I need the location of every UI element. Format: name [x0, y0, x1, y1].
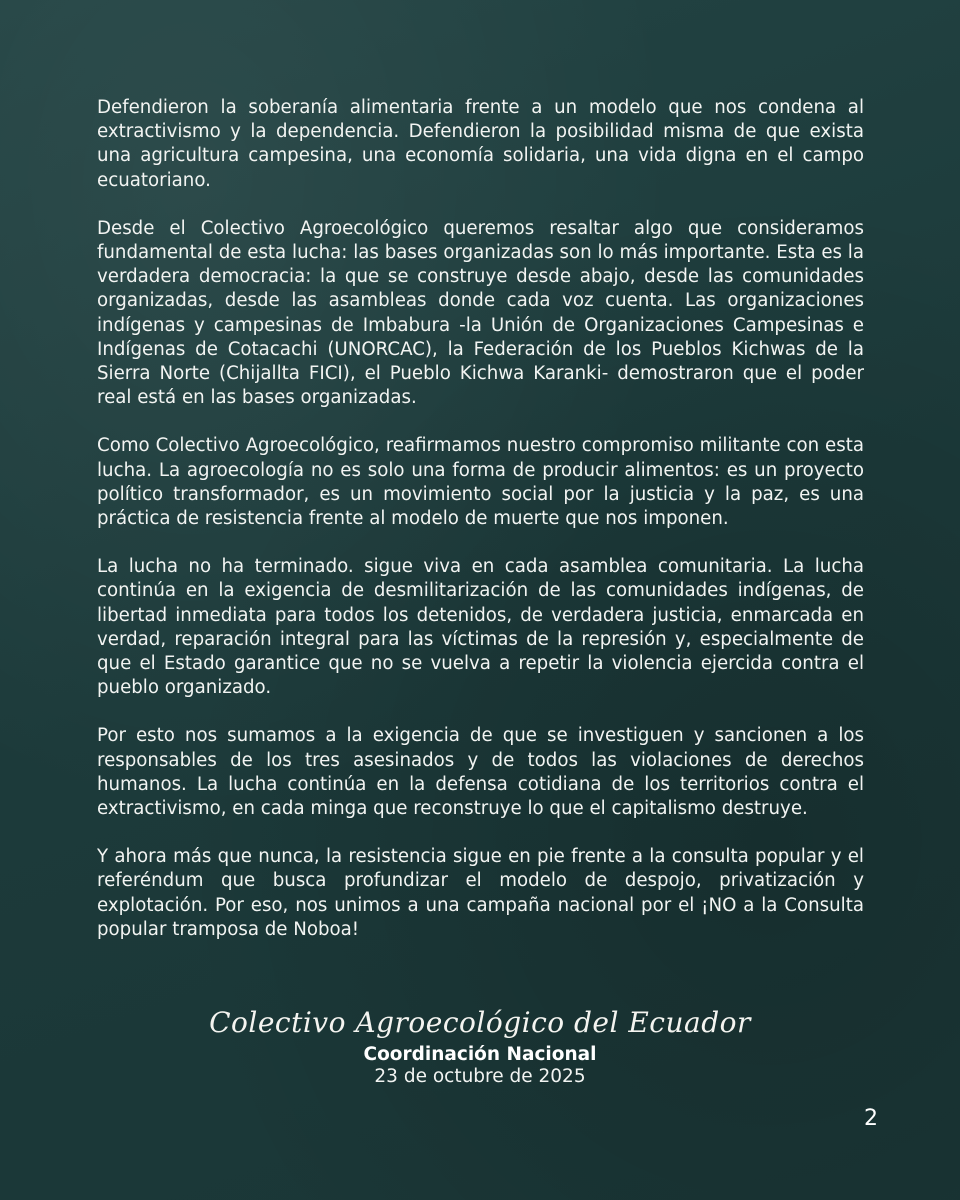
signature-block [0, 1006, 960, 1088]
signature-date: 23 de octubre de 2025 [374, 1066, 586, 1087]
paragraph-bases-organizadas: Desde el Colectivo Agroecológico queremos resaltar algo que consideramos fundamental de esta lucha: las bases organizadas son lo más importante. Esta es la verdadera democracia: la que se construye desde abajo, desde las comunidades organizadas, desde las asambleas donde cada voz cuenta. Las organizaciones indígenas y campesinas de Imbabura -la Unión de Organizaciones Campesinas e Indígenas de Cotacachi (UNORCAC), la Federación de los Pueblos Kichwas de la Sierra Norte (Chijallta FICI), el Pueblo Kichwa Karanki- demostraron que el poder real está en las bases organizadas. [97, 217, 864, 409]
signature-organization: Colectivo Agroecológico del Ecuador [209, 1006, 751, 1039]
paragraph-compromiso: Como Colectivo Agroecológico, reafirmamos nuestro compromiso militante con esta lucha. La agroecología no es solo una forma de producir alimentos: es un proyecto político transformador, es un movimiento social por la justicia y la paz, es una práctica de resistencia frente al modelo de muerte que nos imponen. [97, 435, 864, 530]
signature-role: Coordinación Nacional [363, 1044, 597, 1065]
document-body [97, 96, 864, 966]
paragraph-lucha-continua: La lucha no ha terminado. sigue viva en cada asamblea comunitaria. La lucha continúa en la exigencia de desmilitarización de las comunidades indígenas, de libertad inmediata para todos los detenidos, de verdadera justicia, enmarcada en verdad, reparación integral para las víctimas de la represión y, especialmente de que el Estado garantice que no se vuelva a repetir la violencia ejercida contra el pueblo organizado. [97, 556, 864, 699]
paragraph-consulta-popular: Y ahora más que nunca, la resistencia sigue en pie frente a la consulta popular y el referéndum que busca profundizar el modelo de despojo, privatización y explotación. Por eso, nos unimos a una campaña nacional por el ¡NO a la Consulta popular tramposa de Noboa! [97, 846, 864, 940]
paragraph-exigencia: Por esto nos sumamos a la exigencia de que se investiguen y sancionen a los responsables de los tres asesinados y de todos las violaciones de derechos humanos. La lucha continúa en la defensa cotidiana de los territorios contra el extractivismo, en cada minga que reconstruye lo que el capitalismo destruye. [97, 725, 864, 820]
paragraph-soberania: Defendieron la soberanía alimentaria frente a un modelo que nos condena al extractivismo y la dependencia. Defendieron la posibilidad misma de que exista una agricultura campesina, una economía solidaria, una vida digna en el campo ecuatoriano. [97, 97, 864, 191]
page-number: 2 [864, 1106, 878, 1131]
